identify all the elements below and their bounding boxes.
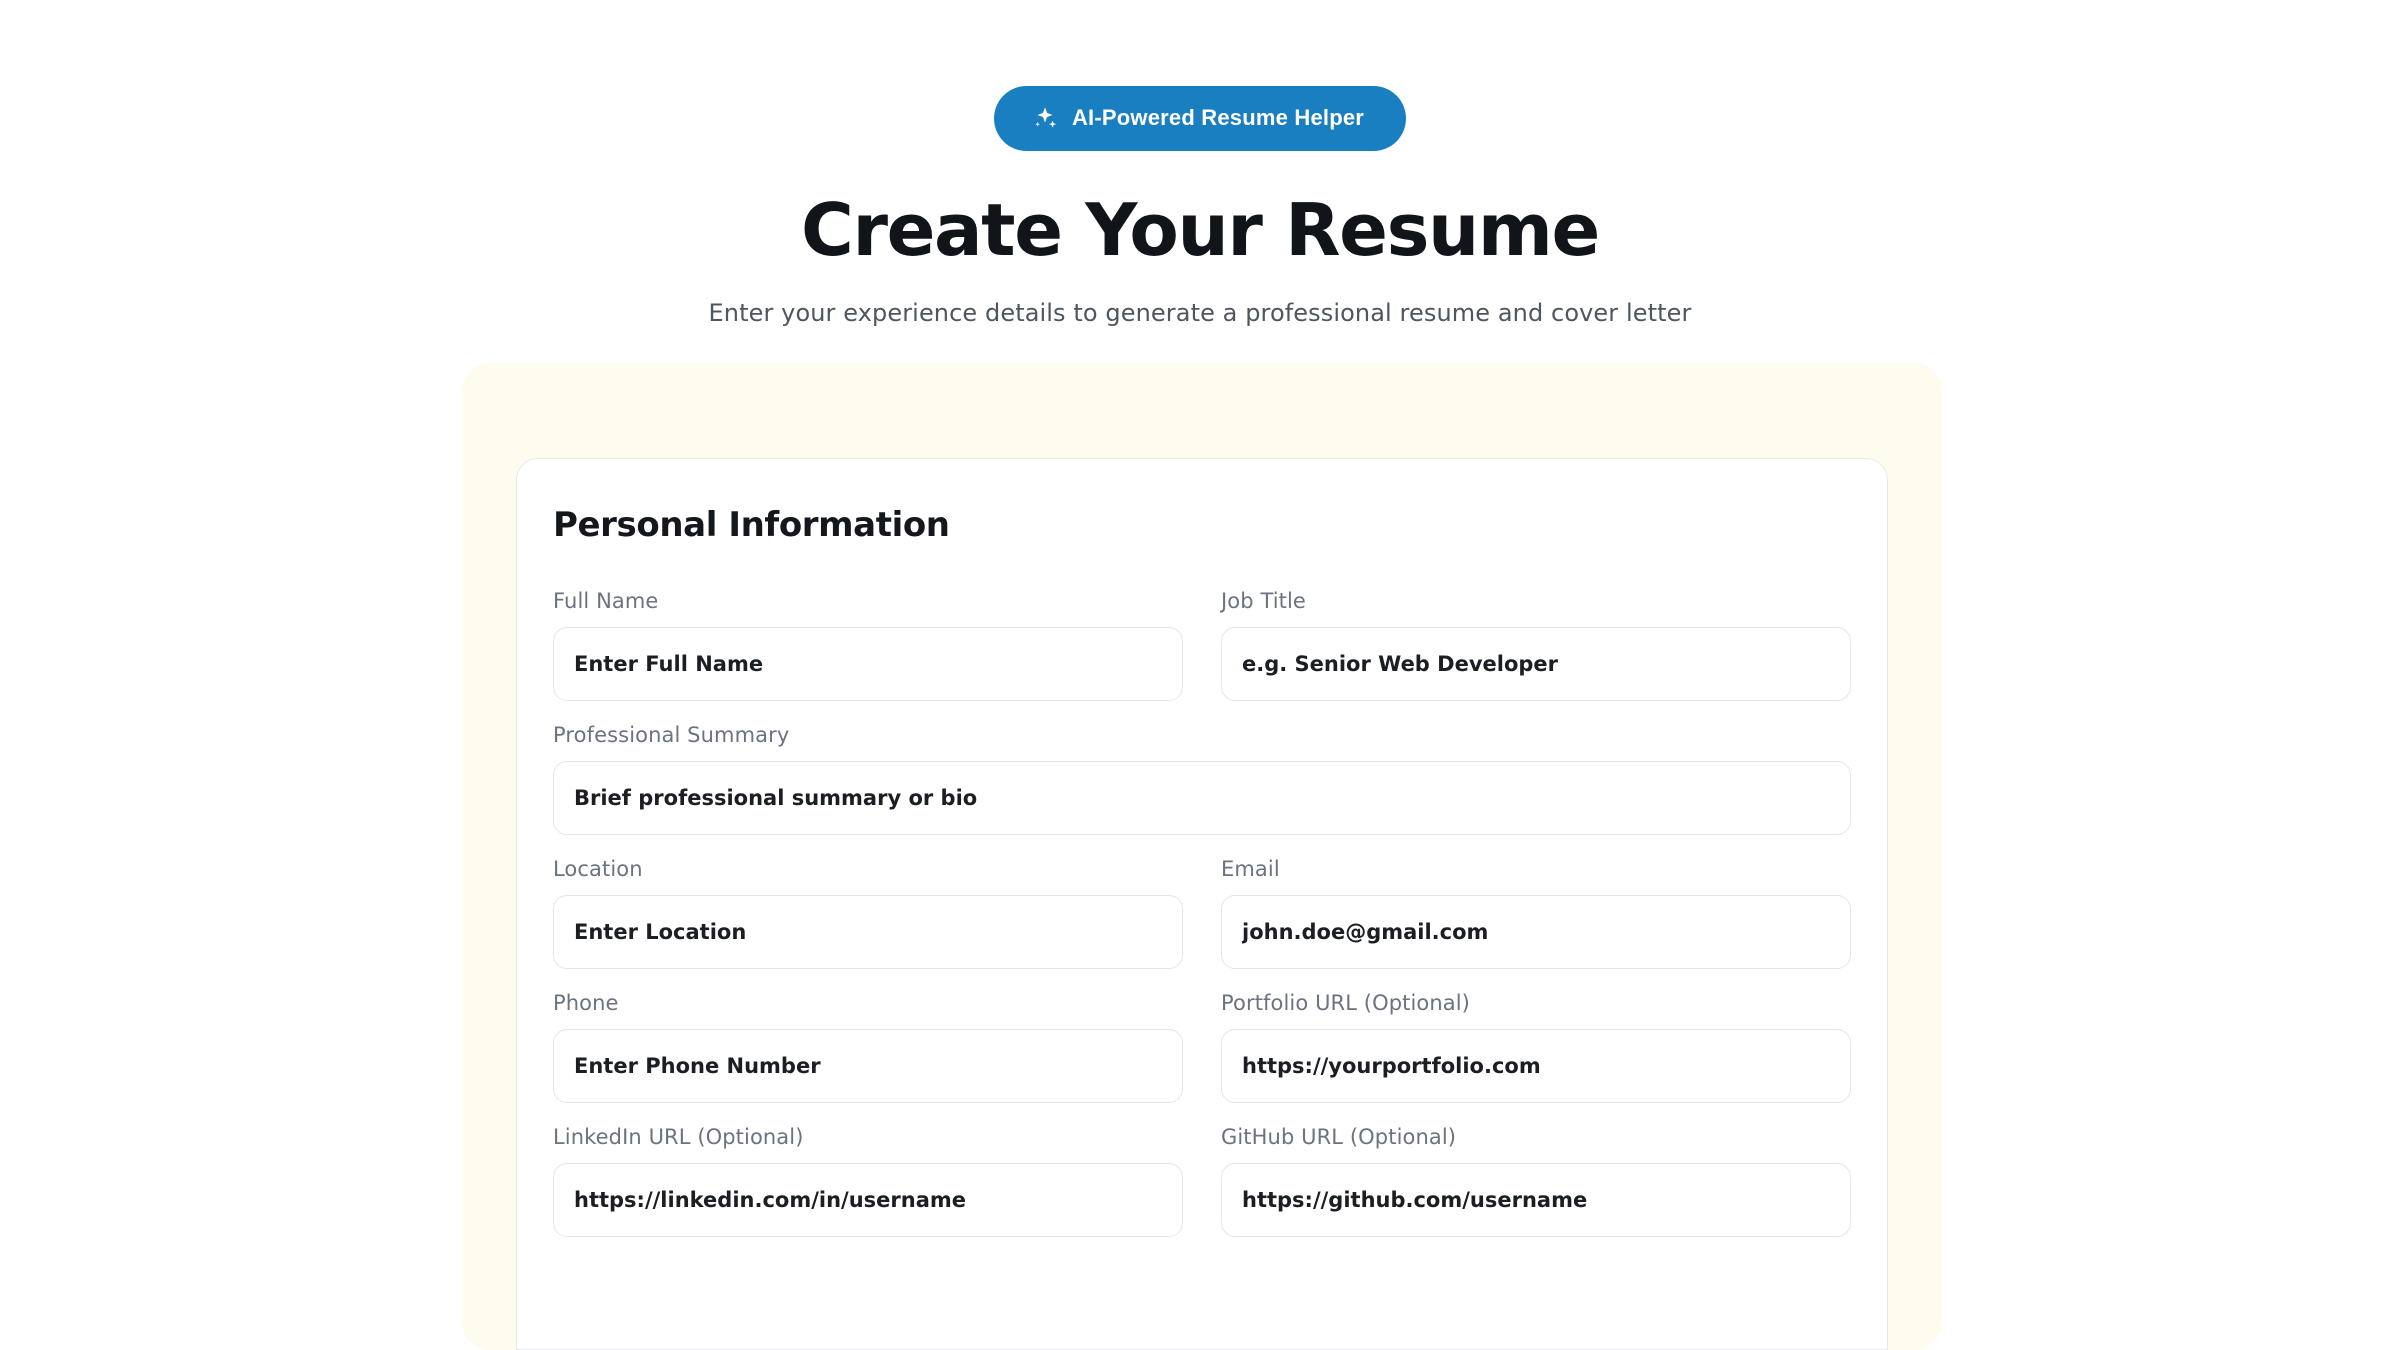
input-location[interactable] [553,895,1183,969]
input-email[interactable] [1221,895,1851,969]
ai-resume-helper-badge[interactable] [994,86,1406,151]
personal-information-fields [553,589,1851,1259]
sparkle-icon [1032,105,1058,131]
field-email [1221,857,1851,969]
field-github-url [1221,1125,1851,1237]
input-linkedin-url[interactable] [553,1163,1183,1237]
label-job-title: Job Title [1221,589,1306,613]
field-full-name [553,589,1183,701]
label-phone: Phone [553,991,619,1015]
field-phone [553,991,1183,1103]
field-portfolio-url [1221,991,1851,1103]
input-professional-summary[interactable] [553,761,1851,835]
label-linkedin-url: LinkedIn URL (Optional) [553,1125,804,1149]
field-linkedin-url [553,1125,1183,1237]
input-job-title[interactable] [1221,627,1851,701]
field-job-title [1221,589,1851,701]
field-professional-summary [553,723,1851,835]
page-header [0,0,2400,327]
input-phone[interactable] [553,1029,1183,1103]
page-title: Create Your Resume [801,188,1599,272]
page-subtitle: Enter your experience details to generate a professional resume and cover letter [708,298,1692,327]
personal-information-card [516,458,1888,1350]
ai-resume-helper-badge-label: AI-Powered Resume Helper [1071,105,1365,130]
label-professional-summary: Professional Summary [553,723,790,747]
input-github-url[interactable] [1221,1163,1851,1237]
section-title-personal-information: Personal Information [553,505,950,545]
label-full-name: Full Name [553,589,659,613]
label-location: Location [553,857,643,881]
label-github-url: GitHub URL (Optional) [1221,1125,1457,1149]
input-portfolio-url[interactable] [1221,1029,1851,1103]
label-email: Email [1221,857,1280,881]
input-full-name[interactable] [553,627,1183,701]
field-location [553,857,1183,969]
label-portfolio-url: Portfolio URL (Optional) [1221,991,1470,1015]
